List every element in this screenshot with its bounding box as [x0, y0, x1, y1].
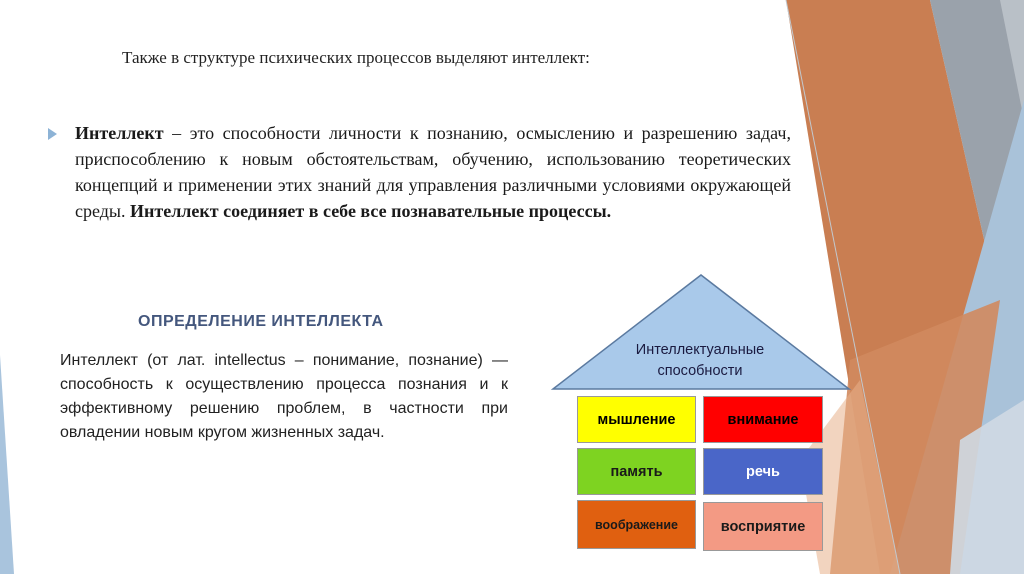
- definition-text: – это способности личности к познанию, осмыслению и разрешению задач, приспособлению к новым обстоятельствам, обучению, использованию теоретических концепций и применении этих знаний для управления различными условиями окружающей среды.: [75, 123, 791, 221]
- slide-title: Также в структуре психических процессов выделяют интеллект:: [122, 48, 590, 67]
- block-imagination: [577, 500, 696, 549]
- block-perception-label: восприятие: [720, 518, 806, 535]
- roof-label: Интеллектуальные способности: [635, 342, 765, 379]
- definition-heading: ОПРЕДЕЛЕНИЕ ИНТЕЛЛЕКТА: [138, 313, 384, 330]
- block-memory: [577, 448, 696, 495]
- block-attention-label: внимание: [727, 411, 799, 428]
- block-memory-label: память: [610, 463, 663, 480]
- block-attention: [703, 396, 823, 443]
- block-thinking: [577, 396, 696, 443]
- definition-body: Интеллект (от лат. intellectus – понимание, познание) — способность к осуществлению процесса познания и к эффективному решению проблем, в частности при овладении новым кругом жизненных задач.: [60, 352, 508, 441]
- term-intellect: Интеллект: [75, 123, 164, 143]
- block-thinking-label: мышление: [597, 411, 676, 428]
- block-speech-label: речь: [746, 463, 780, 480]
- block-speech: [703, 448, 823, 495]
- conclusion-text: Интеллект соединяет в себе все познавательные процессы.: [130, 201, 612, 221]
- block-perception: [703, 502, 823, 551]
- block-imagination-label: воображение: [595, 517, 678, 532]
